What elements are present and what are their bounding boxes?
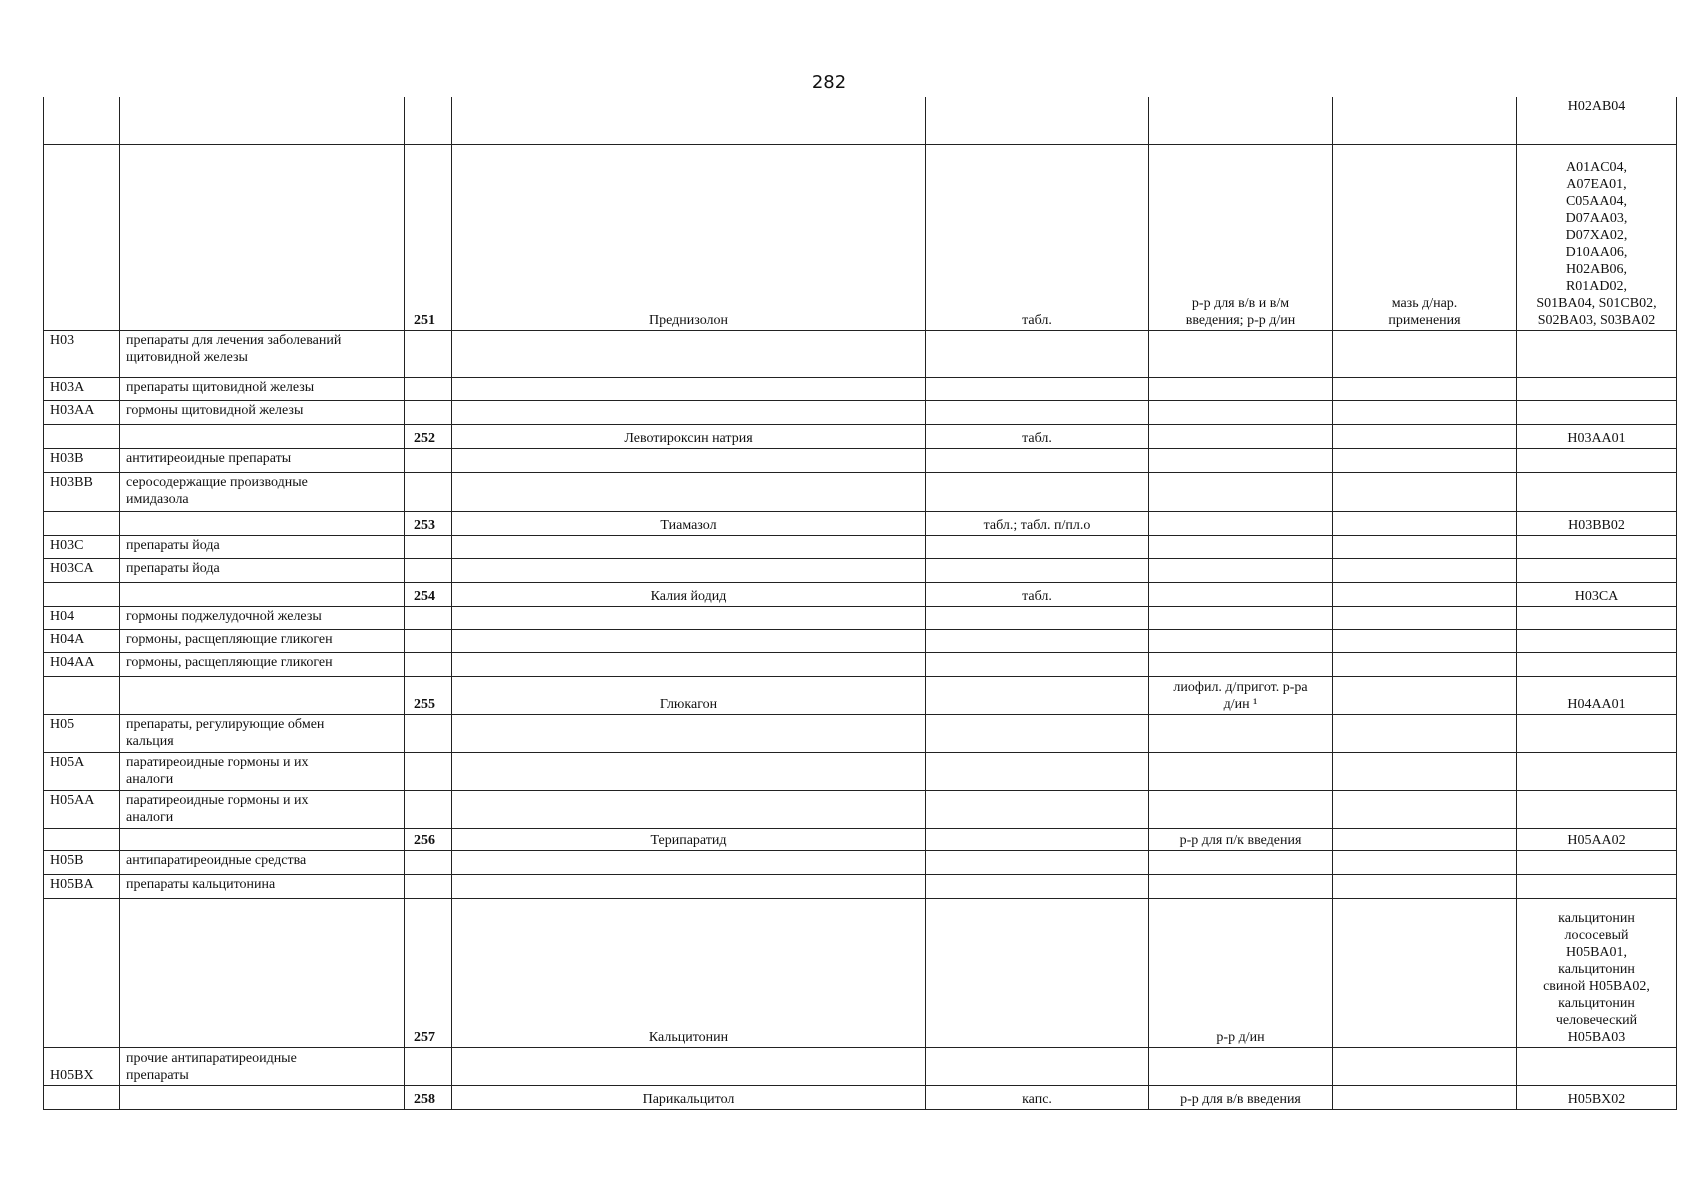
- atc-group-code: H03AA: [44, 400, 120, 424]
- dosage-form-3: [1333, 377, 1517, 400]
- row-number: 252: [405, 424, 452, 448]
- atc-code: [1517, 874, 1677, 898]
- dosage-form-3: [1333, 850, 1517, 874]
- row-number: [405, 377, 452, 400]
- row-number: [405, 790, 452, 828]
- atc-group-name: препараты щитовидной железы: [120, 377, 405, 400]
- dosage-form-1: [926, 558, 1149, 582]
- atc-group-code: H05B: [44, 850, 120, 874]
- dosage-form-2: [1149, 558, 1333, 582]
- table-row: [44, 535, 1677, 558]
- drug-name: Преднизолон: [452, 144, 926, 330]
- atc-code: [1517, 377, 1677, 400]
- dosage-form-1: [926, 652, 1149, 676]
- dosage-form-1: [926, 629, 1149, 652]
- table-row: [44, 714, 1677, 752]
- dosage-form-2: [1149, 400, 1333, 424]
- atc-code: [1517, 558, 1677, 582]
- row-number: [405, 558, 452, 582]
- atc-group-code: H05A: [44, 752, 120, 790]
- dosage-form-1: капс.: [926, 1085, 1149, 1109]
- row-number: 251: [405, 144, 452, 330]
- atc-group-name: [120, 144, 405, 330]
- table-row: [44, 629, 1677, 652]
- atc-group-name: гормоны, расщепляющие гликоген: [120, 652, 405, 676]
- dosage-form-2: р-р для п/к введения: [1149, 828, 1333, 850]
- dosage-form-2: лиофил. д/пригот. р-ра д/ин ¹: [1149, 676, 1333, 714]
- atc-group-name: прочие антипаратиреоидные препараты: [120, 1047, 405, 1085]
- row-number: 258: [405, 1085, 452, 1109]
- dosage-form-2: [1149, 97, 1333, 144]
- dosage-form-2: [1149, 472, 1333, 511]
- row-number: [405, 400, 452, 424]
- dosage-form-2: [1149, 790, 1333, 828]
- atc-group-name: паратиреоидные гормоны и их аналоги: [120, 752, 405, 790]
- atc-group-code: H05BX: [44, 1047, 120, 1085]
- dosage-form-3: [1333, 582, 1517, 606]
- page-number: 282: [811, 72, 847, 93]
- dosage-form-2: [1149, 582, 1333, 606]
- table-row: [44, 652, 1677, 676]
- atc-group-code: H04A: [44, 629, 120, 652]
- drug-name: Терипаратид: [452, 828, 926, 850]
- dosage-form-1: табл.: [926, 144, 1149, 330]
- atc-group-name: [120, 828, 405, 850]
- drug-name: [452, 652, 926, 676]
- dosage-form-2: р-р для в/в введения: [1149, 1085, 1333, 1109]
- row-number: [405, 714, 452, 752]
- drug-name: [452, 330, 926, 377]
- dosage-form-1: [926, 752, 1149, 790]
- table-row: [44, 377, 1677, 400]
- table-row: [44, 558, 1677, 582]
- dosage-form-3: [1333, 676, 1517, 714]
- atc-group-code: H03C: [44, 535, 120, 558]
- dosage-form-3: [1333, 448, 1517, 472]
- drug-name: Левотироксин натрия: [452, 424, 926, 448]
- drug-name: [452, 400, 926, 424]
- dosage-form-3: [1333, 558, 1517, 582]
- row-number: 254: [405, 582, 452, 606]
- atc-group-code: H05AA: [44, 790, 120, 828]
- row-number: [405, 330, 452, 377]
- atc-group-code: H03CA: [44, 558, 120, 582]
- dosage-form-3: [1333, 330, 1517, 377]
- atc-code: A01AC04, A07EA01, C05AA04, D07AA03, D07XA02, D10AA06, H02AB06, R01AD02, S01BA04, S01CB02, S02BA03, S03BA02: [1517, 144, 1677, 330]
- atc-group-code: [44, 1085, 120, 1109]
- row-number: 253: [405, 511, 452, 535]
- atc-group-name: препараты для лечения заболеваний щитовидной железы: [120, 330, 405, 377]
- dosage-form-2: [1149, 874, 1333, 898]
- atc-code: H03BB02: [1517, 511, 1677, 535]
- dosage-form-1: [926, 790, 1149, 828]
- dosage-form-3: [1333, 1085, 1517, 1109]
- dosage-form-1: [926, 850, 1149, 874]
- drug-row: [44, 828, 1677, 850]
- dosage-form-3: [1333, 828, 1517, 850]
- atc-code: H03CA: [1517, 582, 1677, 606]
- atc-group-name: антитиреоидные препараты: [120, 448, 405, 472]
- dosage-form-2: [1149, 1047, 1333, 1085]
- dosage-form-1: [926, 377, 1149, 400]
- atc-group-name: паратиреоидные гормоны и их аналоги: [120, 790, 405, 828]
- atc-group-code: [44, 144, 120, 330]
- atc-code: [1517, 535, 1677, 558]
- drug-name: [452, 606, 926, 629]
- dosage-form-3: [1333, 898, 1517, 1047]
- table-row: [44, 448, 1677, 472]
- atc-group-name: [120, 424, 405, 448]
- dosage-form-1: [926, 448, 1149, 472]
- atc-code: [1517, 472, 1677, 511]
- drug-name: [452, 472, 926, 511]
- row-number: [405, 535, 452, 558]
- atc-group-name: препараты, регулирующие обмен кальция: [120, 714, 405, 752]
- atc-group-code: [44, 97, 120, 144]
- row-number: [405, 652, 452, 676]
- dosage-form-1: [926, 874, 1149, 898]
- dosage-form-1: [926, 676, 1149, 714]
- drug-name: [452, 558, 926, 582]
- dosage-form-2: [1149, 752, 1333, 790]
- row-number: 255: [405, 676, 452, 714]
- drug-name: [452, 752, 926, 790]
- row-number: [405, 850, 452, 874]
- dosage-form-3: [1333, 752, 1517, 790]
- atc-group-name: серосодержащие производные имидазола: [120, 472, 405, 511]
- atc-group-name: [120, 676, 405, 714]
- dosage-form-3: [1333, 400, 1517, 424]
- atc-code: [1517, 629, 1677, 652]
- drug-name: Глюкагон: [452, 676, 926, 714]
- row-number: [405, 629, 452, 652]
- dosage-form-2: [1149, 448, 1333, 472]
- atc-group-name: препараты йода: [120, 558, 405, 582]
- row-number: [405, 874, 452, 898]
- atc-group-code: H04: [44, 606, 120, 629]
- atc-code: [1517, 652, 1677, 676]
- atc-code: [1517, 606, 1677, 629]
- atc-code: [1517, 752, 1677, 790]
- drug-row: [44, 676, 1677, 714]
- table-row: [44, 97, 1677, 144]
- atc-code: [1517, 714, 1677, 752]
- drug-name: [452, 629, 926, 652]
- drug-name: [452, 714, 926, 752]
- dosage-form-2: [1149, 850, 1333, 874]
- atc-code: H04AA01: [1517, 676, 1677, 714]
- atc-group-name: препараты кальцитонина: [120, 874, 405, 898]
- dosage-form-3: [1333, 1047, 1517, 1085]
- atc-code: [1517, 448, 1677, 472]
- drug-name: [452, 874, 926, 898]
- dosage-form-1: [926, 535, 1149, 558]
- dosage-form-2: р-р д/ин: [1149, 898, 1333, 1047]
- dosage-form-1: [926, 898, 1149, 1047]
- table-row: [44, 790, 1677, 828]
- table-row: [44, 472, 1677, 511]
- row-number: [405, 1047, 452, 1085]
- row-number: [405, 752, 452, 790]
- dosage-form-2: [1149, 511, 1333, 535]
- atc-group-code: H03A: [44, 377, 120, 400]
- drug-row: [44, 1085, 1677, 1109]
- row-number: 257: [405, 898, 452, 1047]
- dosage-form-1: [926, 330, 1149, 377]
- dosage-form-1: [926, 828, 1149, 850]
- dosage-form-1: [926, 606, 1149, 629]
- atc-group-code: [44, 898, 120, 1047]
- atc-code: H02AB04: [1517, 97, 1677, 144]
- atc-group-code: H05BA: [44, 874, 120, 898]
- dosage-form-1: [926, 472, 1149, 511]
- atc-group-code: [44, 828, 120, 850]
- row-number: [405, 448, 452, 472]
- dosage-form-3: [1333, 535, 1517, 558]
- atc-group-code: H03: [44, 330, 120, 377]
- dosage-form-3: [1333, 714, 1517, 752]
- dosage-form-3: [1333, 790, 1517, 828]
- dosage-form-2: [1149, 714, 1333, 752]
- dosage-form-2: [1149, 652, 1333, 676]
- atc-group-name: антипаратиреоидные средства: [120, 850, 405, 874]
- atc-group-code: [44, 676, 120, 714]
- dosage-form-2: [1149, 606, 1333, 629]
- atc-group-name: [120, 97, 405, 144]
- row-number: [405, 606, 452, 629]
- atc-group-name: гормоны, расщепляющие гликоген: [120, 629, 405, 652]
- row-number: [405, 472, 452, 511]
- dosage-form-2: [1149, 377, 1333, 400]
- dosage-form-1: табл.: [926, 424, 1149, 448]
- dosage-form-1: табл.: [926, 582, 1149, 606]
- drug-name: Кальцитонин: [452, 898, 926, 1047]
- atc-code: [1517, 850, 1677, 874]
- dosage-form-3: мазь д/нар. применения: [1333, 144, 1517, 330]
- atc-code: H05BX02: [1517, 1085, 1677, 1109]
- drug-name: [452, 535, 926, 558]
- drug-name: [452, 790, 926, 828]
- atc-group-name: гормоны поджелудочной железы: [120, 606, 405, 629]
- drug-name: [452, 448, 926, 472]
- atc-group-name: [120, 511, 405, 535]
- dosage-form-3: [1333, 472, 1517, 511]
- table-row: [44, 606, 1677, 629]
- dosage-form-3: [1333, 424, 1517, 448]
- table-row: [44, 400, 1677, 424]
- atc-code: H03AA01: [1517, 424, 1677, 448]
- dosage-form-3: [1333, 874, 1517, 898]
- atc-group-name: [120, 582, 405, 606]
- drug-row: [44, 424, 1677, 448]
- atc-code: [1517, 1047, 1677, 1085]
- dosage-form-2: [1149, 330, 1333, 377]
- dosage-form-3: [1333, 97, 1517, 144]
- drug-row: [44, 898, 1677, 1047]
- atc-group-code: H05: [44, 714, 120, 752]
- drug-row: [44, 582, 1677, 606]
- dosage-form-2: р-р для в/в и в/м введения; р-р д/ин: [1149, 144, 1333, 330]
- dosage-form-2: [1149, 535, 1333, 558]
- atc-group-code: H04AA: [44, 652, 120, 676]
- atc-group-name: гормоны щитовидной железы: [120, 400, 405, 424]
- atc-code: H05AA02: [1517, 828, 1677, 850]
- atc-group-code: [44, 582, 120, 606]
- dosage-form-1: табл.; табл. п/пл.о: [926, 511, 1149, 535]
- table-row: [44, 330, 1677, 377]
- dosage-form-3: [1333, 629, 1517, 652]
- table-row: [44, 850, 1677, 874]
- dosage-form-3: [1333, 511, 1517, 535]
- dosage-form-2: [1149, 424, 1333, 448]
- atc-group-name: [120, 1085, 405, 1109]
- row-number: [405, 97, 452, 144]
- atc-code: кальцитонин лососевый H05BA01, кальцитонин свиной H05BA02, кальцитонин человеческий H05BA03: [1517, 898, 1677, 1047]
- drug-name: Парикальцитол: [452, 1085, 926, 1109]
- drug-name: [452, 850, 926, 874]
- drug-name: Калия йодид: [452, 582, 926, 606]
- atc-code: [1517, 790, 1677, 828]
- atc-code: [1517, 400, 1677, 424]
- dosage-form-3: [1333, 652, 1517, 676]
- atc-group-name: препараты йода: [120, 535, 405, 558]
- atc-group-code: H03BB: [44, 472, 120, 511]
- atc-group-code: [44, 424, 120, 448]
- drug-list-table: [43, 97, 1677, 1110]
- dosage-form-1: [926, 97, 1149, 144]
- drug-name: [452, 377, 926, 400]
- atc-group-name: [120, 898, 405, 1047]
- drug-name: [452, 97, 926, 144]
- table-row: [44, 752, 1677, 790]
- dosage-form-1: [926, 714, 1149, 752]
- dosage-form-1: [926, 400, 1149, 424]
- atc-group-code: H03B: [44, 448, 120, 472]
- drug-row: [44, 144, 1677, 330]
- dosage-form-1: [926, 1047, 1149, 1085]
- dosage-form-2: [1149, 629, 1333, 652]
- atc-group-code: [44, 511, 120, 535]
- table-row: [44, 874, 1677, 898]
- drug-name: Тиамазол: [452, 511, 926, 535]
- drug-name: [452, 1047, 926, 1085]
- row-number: 256: [405, 828, 452, 850]
- table-row: [44, 1047, 1677, 1085]
- dosage-form-3: [1333, 606, 1517, 629]
- drug-row: [44, 511, 1677, 535]
- atc-code: [1517, 330, 1677, 377]
